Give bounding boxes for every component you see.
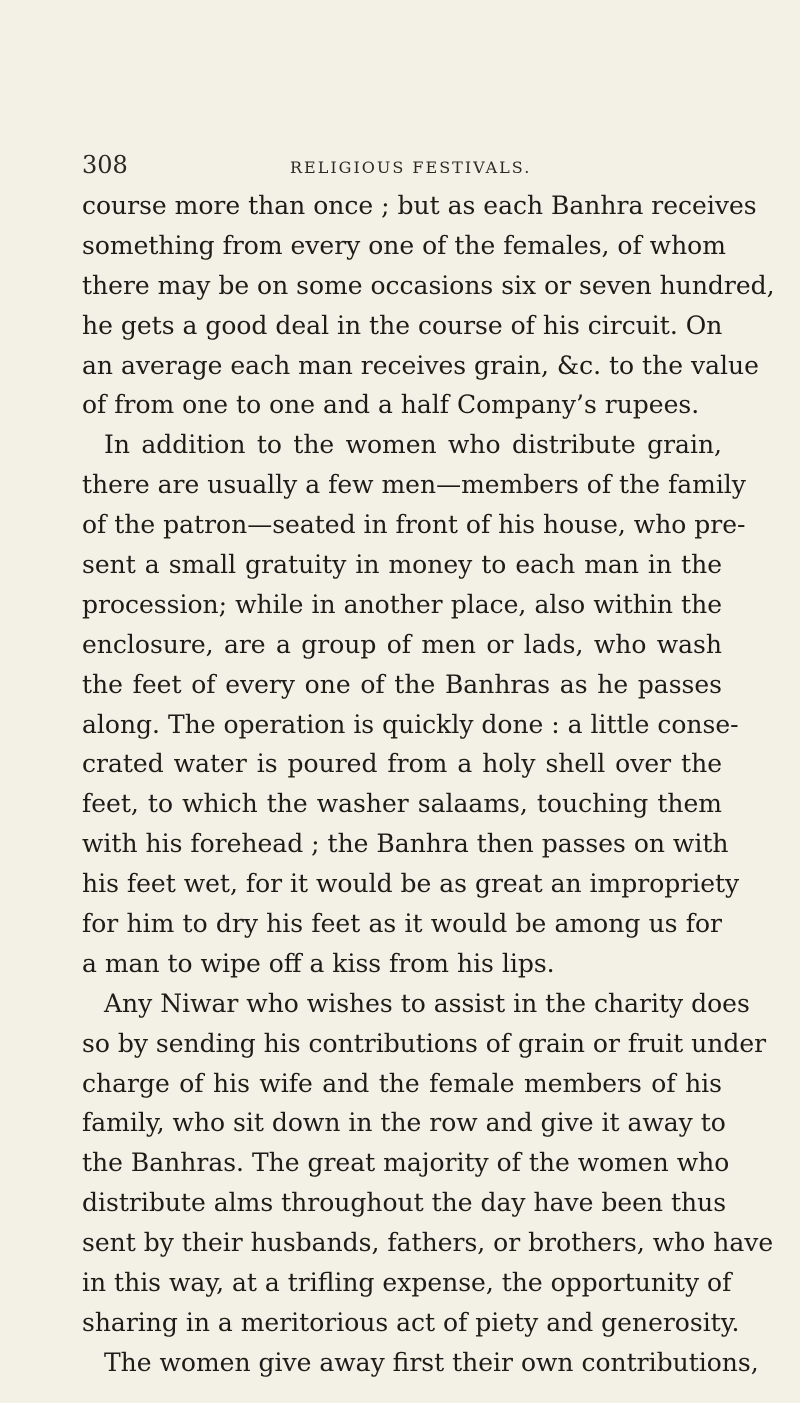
text-line: his feet wet, for it would be as great an impropriety: [82, 869, 740, 899]
text-line: family, who sit down in the row and give it away to: [82, 1108, 726, 1138]
text-line: there may be on some occasions six or seven hundred,: [82, 270, 775, 300]
text-line: crated water is poured from a holy shell over the: [82, 749, 722, 779]
text-line: sent a small gratuity in money to each man in the: [82, 550, 722, 580]
text-line: of the patron—seated in front of his house, who pre-: [82, 510, 746, 540]
paragraph-3: [82, 984, 774, 1343]
text-line: for him to dry his feet as it would be among us for: [82, 909, 722, 939]
text-line: there are usually a few men—members of the family: [82, 470, 746, 500]
running-title: RELIGIOUS FESTIVALS.: [290, 158, 532, 177]
text-line: sent by their husbands, fathers, or brothers, who have: [82, 1228, 774, 1258]
text-line: an average each man receives grain, &c. to the value: [82, 350, 759, 380]
text-line: he gets a good deal in the course of his circuit. On: [82, 310, 723, 340]
paragraph-2: [82, 425, 746, 983]
text-line: charge of his wife and the female members of his: [82, 1068, 722, 1098]
paragraph-4: [82, 1343, 759, 1383]
text-line: Any Niwar who wishes to assist in the charity does: [104, 988, 750, 1018]
text-line: so by sending his contributions of grain or fruit under: [82, 1028, 767, 1058]
text-line: the Banhras. The great majority of the women who: [82, 1148, 730, 1178]
page-number: 308: [82, 151, 128, 179]
running-head: [0, 0, 800, 190]
text-line: sharing in a meritorious act of piety and generosity.: [82, 1307, 740, 1337]
paragraph-1: [82, 186, 775, 425]
text-line: procession; while in another place, also within the: [82, 589, 722, 619]
text-line: along. The operation is quickly done : a little conse-: [82, 709, 739, 739]
body-text: [82, 186, 775, 1383]
text-line: In addition to the women who distribute grain,: [104, 430, 722, 460]
text-line: with his forehead ; the Banhra then passes on with: [82, 829, 729, 859]
text-line: something from every one of the females, of whom: [82, 230, 726, 260]
text-line: The women give away first their own contributions,: [104, 1347, 759, 1377]
text-line: feet, to which the washer salaams, touching them: [82, 789, 722, 819]
text-line: course more than once ; but as each Banhra receives: [82, 191, 757, 220]
text-line: a man to wipe off a kiss from his lips.: [82, 948, 555, 978]
text-line: in this way, at a trifling expense, the opportunity of: [82, 1268, 732, 1298]
text-line: the feet of every one of the Banhras as he passes: [82, 669, 722, 699]
text-line: of from one to one and a half Company’s rupees.: [82, 390, 700, 420]
text-line: enclosure, are a group of men or lads, who wash: [82, 629, 722, 659]
text-line: distribute alms throughout the day have been thus: [82, 1188, 727, 1218]
